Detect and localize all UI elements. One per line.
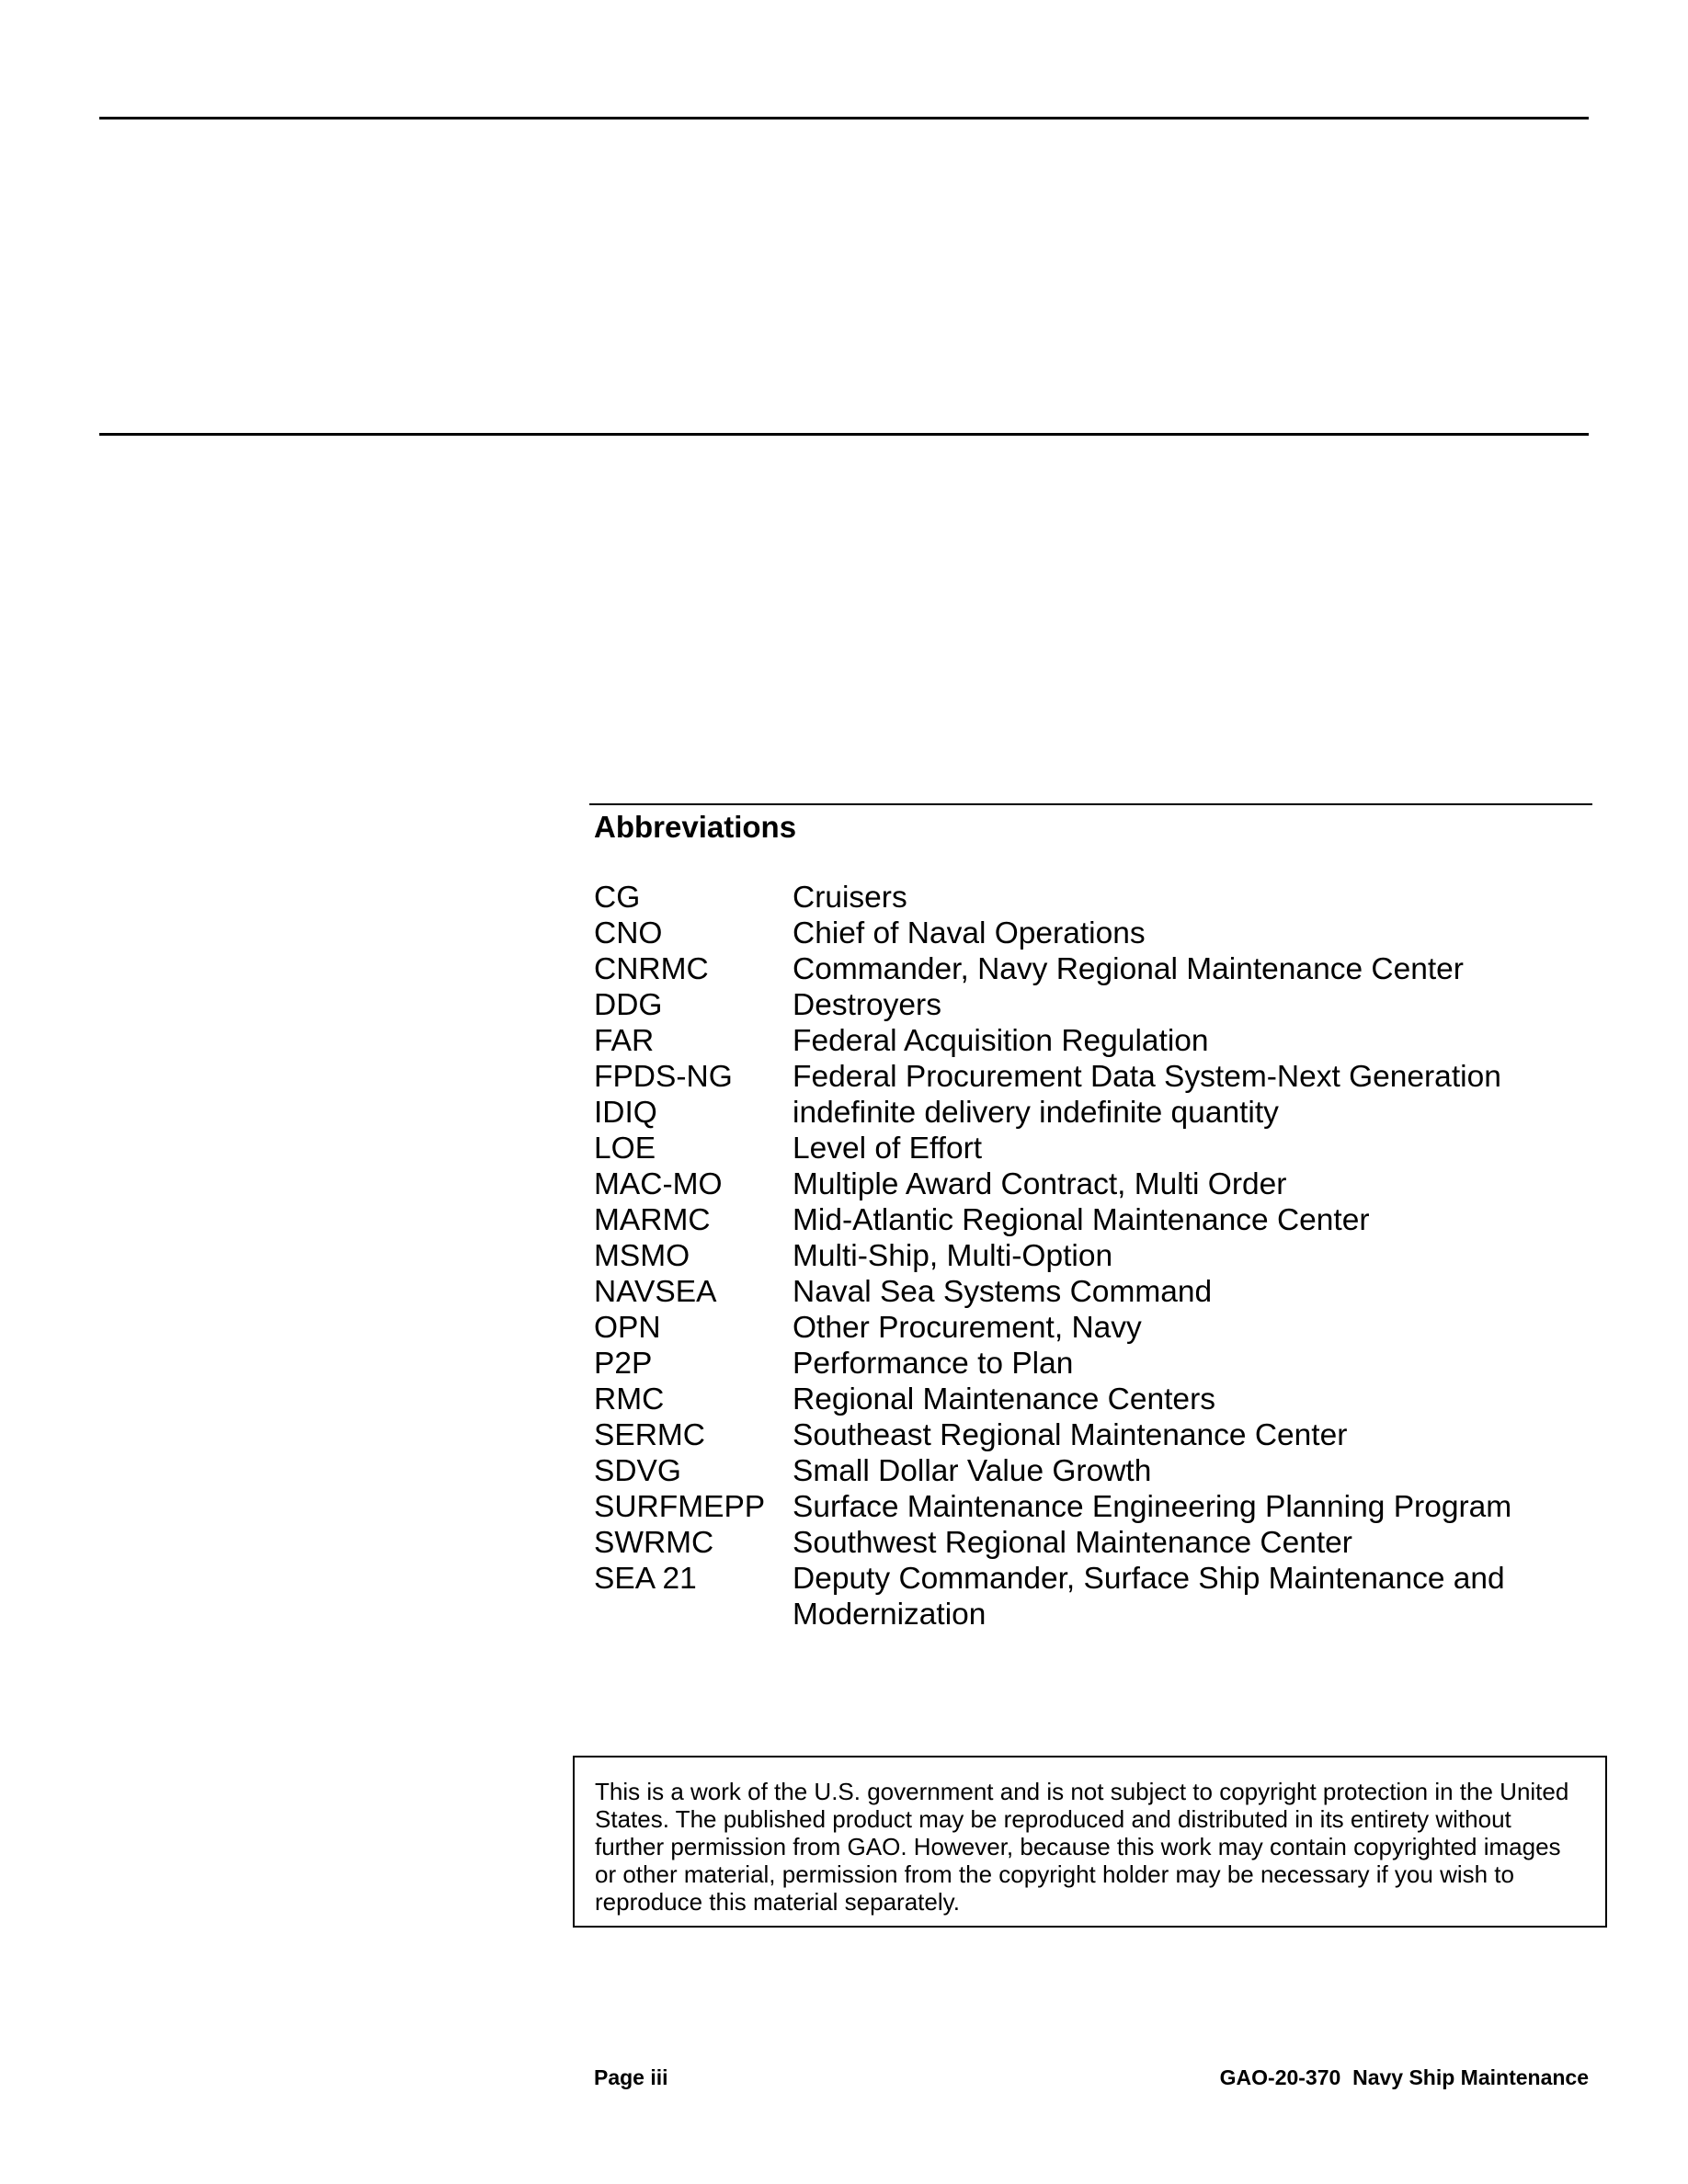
abbreviation-definition: Southwest Regional Maintenance Center [793,1526,1352,1560]
abbreviation-row [594,916,1605,951]
abbreviation-term: CNRMC [594,952,709,986]
abbreviation-row [594,1417,1605,1453]
abbreviation-term: CNO [594,916,663,950]
abbreviation-definition: Performance to Plan [793,1347,1074,1381]
abbreviation-term: FPDS-NG [594,1060,733,1094]
abbreviation-row [594,987,1605,1023]
abbreviation-term: NAVSEA [594,1275,717,1309]
abbreviation-definition: Southeast Regional Maintenance Center [793,1418,1348,1452]
abbreviation-row [594,1525,1605,1561]
abbreviation-definition: Commander, Navy Regional Maintenance Center [793,952,1464,986]
abbreviation-term: MSMO [594,1239,690,1273]
abbreviation-row [594,1059,1605,1095]
abbreviation-row [594,1023,1605,1059]
abbreviation-definition: Level of Effort [793,1132,983,1166]
abbreviation-definition: Surface Maintenance Engineering Planning Program [793,1490,1512,1524]
abbreviation-definition: Federal Acquisition Regulation [793,1024,1209,1058]
abbreviations-list [594,880,1605,1632]
abbreviation-row [594,1274,1605,1310]
abbreviation-term: SURFMEPP [594,1490,766,1524]
abbreviation-term: CG [594,881,641,915]
abbreviation-definition: Regional Maintenance Centers [793,1382,1215,1416]
footer-page-number: Page iii [594,2065,668,2089]
abbreviation-row [594,1453,1605,1489]
abbreviation-definition: Small Dollar Value Growth [793,1454,1152,1488]
abbreviation-term: SDVG [594,1454,681,1488]
abbreviation-definition: indefinite delivery indefinite quantity [793,1096,1279,1130]
abbreviation-row [594,1489,1605,1525]
abbreviation-row [594,1166,1605,1202]
abbreviation-term: SWRMC [594,1526,714,1560]
abbreviation-row [594,880,1605,916]
abbreviation-row [594,1131,1605,1166]
abbreviation-term: SERMC [594,1418,705,1452]
top-rule [99,117,1589,119]
footer-report-title: GAO-20-370 Navy Ship Maintenance [1219,2065,1589,2089]
abbreviation-row [594,1095,1605,1131]
copyright-notice-box [573,1756,1607,1928]
abbreviation-definition: Multiple Award Contract, Multi Order [793,1167,1287,1201]
second-rule [99,433,1589,436]
abbreviations-heading: Abbreviations [594,810,797,844]
abbreviation-term: IDIQ [594,1096,657,1130]
abbreviation-definition: Naval Sea Systems Command [793,1275,1213,1309]
abbreviation-term: LOE [594,1132,656,1166]
abbreviation-row [594,1238,1605,1274]
copyright-notice-text: This is a work of the U.S. government and is not subject to copyright protection in the United States. The published product may be reproduced and distributed in its entirety without further permission from GAO. However, because this work may contain copyrighted images or other material, permission from the copyright holder may be necessary if you wish to reproduce this material separately. [595,1778,1569,1916]
abbreviation-row [594,951,1605,987]
abbreviation-definition: Cruisers [793,881,907,915]
abbreviations-rule [589,803,1592,805]
abbreviation-term: MARMC [594,1203,711,1237]
abbreviation-term: OPN [594,1311,661,1345]
abbreviation-definition: Mid-Atlantic Regional Maintenance Center [793,1203,1370,1237]
abbreviation-definition: Chief of Naval Operations [793,916,1146,950]
abbreviation-definition: Multi-Ship, Multi-Option [793,1239,1113,1273]
abbreviation-term: SEA 21 [594,1562,697,1596]
abbreviation-row [594,1346,1605,1382]
abbreviation-definition: Federal Procurement Data System-Next Generation [793,1060,1501,1094]
abbreviation-term: RMC [594,1382,665,1416]
abbreviation-row [594,1310,1605,1346]
abbreviation-definition: Destroyers [793,988,941,1022]
abbreviation-definition: Other Procurement, Navy [793,1311,1142,1345]
abbreviation-term: P2P [594,1347,653,1381]
abbreviation-row [594,1382,1605,1417]
abbreviation-term: FAR [594,1024,655,1058]
abbreviation-definition: Deputy Commander, Surface Ship Maintenance and Modernization [793,1562,1505,1632]
abbreviation-term: MAC-MO [594,1167,723,1201]
abbreviation-row [594,1561,1605,1632]
abbreviation-term: DDG [594,988,663,1022]
abbreviation-row [594,1202,1605,1238]
